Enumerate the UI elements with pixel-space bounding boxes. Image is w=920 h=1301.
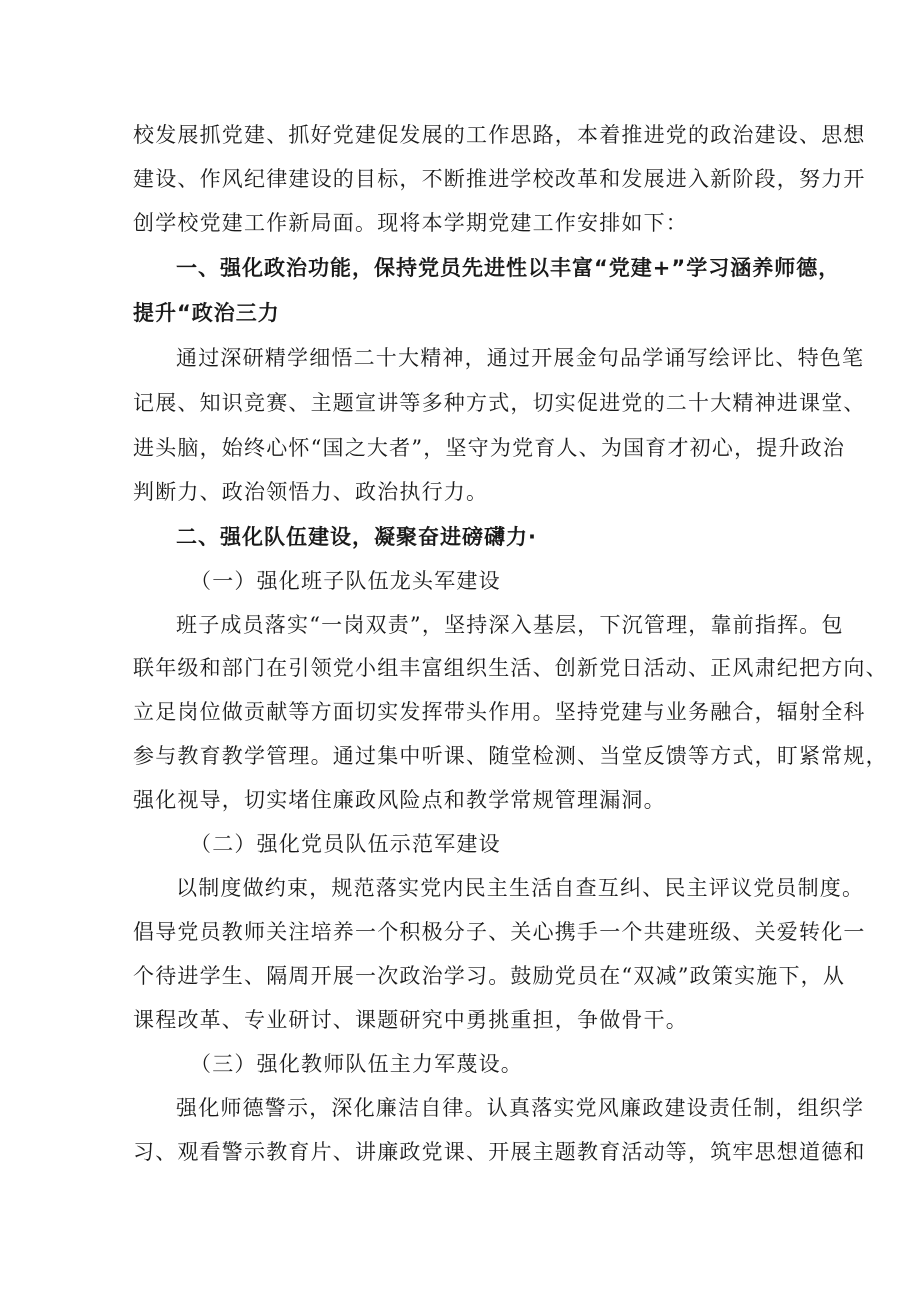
subsection-2-body-line-3: 个待进学生、隔周开展一次政治学习。鼓励党员在“双减”政策实施下，从: [133, 964, 846, 988]
subsection-2-title: （二）强化党员队伍示范军建设: [190, 832, 501, 856]
subsection-1-body-line-2: 联年级和部门在引领党小组丰富组织生活、创新党日活动、正风肃纪把方向、: [133, 656, 888, 680]
section-1-body-line-1: 通过深研精学细悟二十大精神，通过开展金句品学诵写绘评比、特色笔: [176, 346, 865, 370]
intro-line-3: 创学校党建工作新局面。现将本学期党建工作安排如下：: [133, 211, 688, 235]
subsection-3-title: （三）强化教师队伍主力军蔑设。: [190, 1052, 523, 1076]
intro-line-2: 建设、作风纪律建设的目标，不断推进学校改革和发展进入新阶段，努力开: [133, 167, 866, 191]
subsection-2-body-line-1: 以制度做约束，规范落实党内民主生活自查互纠、民主评议党员制度。: [176, 876, 865, 900]
section-1-body-line-4: 判断力、政治领悟力、政治执行力。: [133, 480, 489, 504]
section-1-heading: 一、强化政治功能，保持党员先进性以丰富“党建+”学习涵养师德，: [176, 256, 841, 280]
subsection-2-body-line-2: 倡导党员教师关注培养一个积极分子、关心携手一个共建班级、关爱转化一: [133, 920, 866, 944]
subsection-1-title: （一）强化班子队伍龙头军建设: [190, 569, 501, 593]
subsection-1-body-line-5: 强化视导，切实堵住廉政风险点和教学常规管理漏洞。: [133, 788, 666, 812]
subsection-1-body-line-3: 立足岗位做贡献等方面切实发挥带头作用。坚持党建与业务融合，辐射全科: [133, 700, 866, 724]
subsection-1-body-line-4: 参与教育教学管理。通过集中听课、随堂检测、当堂反馈等方式，盯紧常规，: [133, 744, 888, 768]
section-1-body-line-3: 进头脑，始终心怀“国之大者”，坚守为党育人、为国育才初心，提升政治: [133, 436, 846, 460]
subsection-3-body-line-2: 习、观看警示教育片、讲廉政党课、开展主题教育活动等，筑牢思想道德和: [133, 1140, 866, 1164]
section-1-heading-cont: 提升“政治三力: [133, 301, 280, 325]
subsection-2-body-line-4: 课程改革、专业研讨、课题研究中勇挑重担，争做骨干。: [133, 1008, 688, 1032]
subsection-1-body-line-1: 班子成员落实“一岗双责”，坚持深入基层，下沉管理，靠前指挥。包: [176, 613, 844, 637]
section-2-heading: 二、强化队伍建设，凝聚奋进磅礴力·: [176, 525, 537, 549]
intro-line-1: 校发展抓党建、抓好党建促发展的工作思路，本着推进党的政治建设、思想: [133, 123, 866, 147]
subsection-3-body-line-1: 强化师德警示，深化廉洁自律。认真落实党风廉政建设责任制，组织学: [176, 1096, 865, 1120]
section-1-body-line-2: 记展、知识竞赛、主题宣讲等多种方式，切实促进党的二十大精神进课堂、: [133, 391, 866, 415]
